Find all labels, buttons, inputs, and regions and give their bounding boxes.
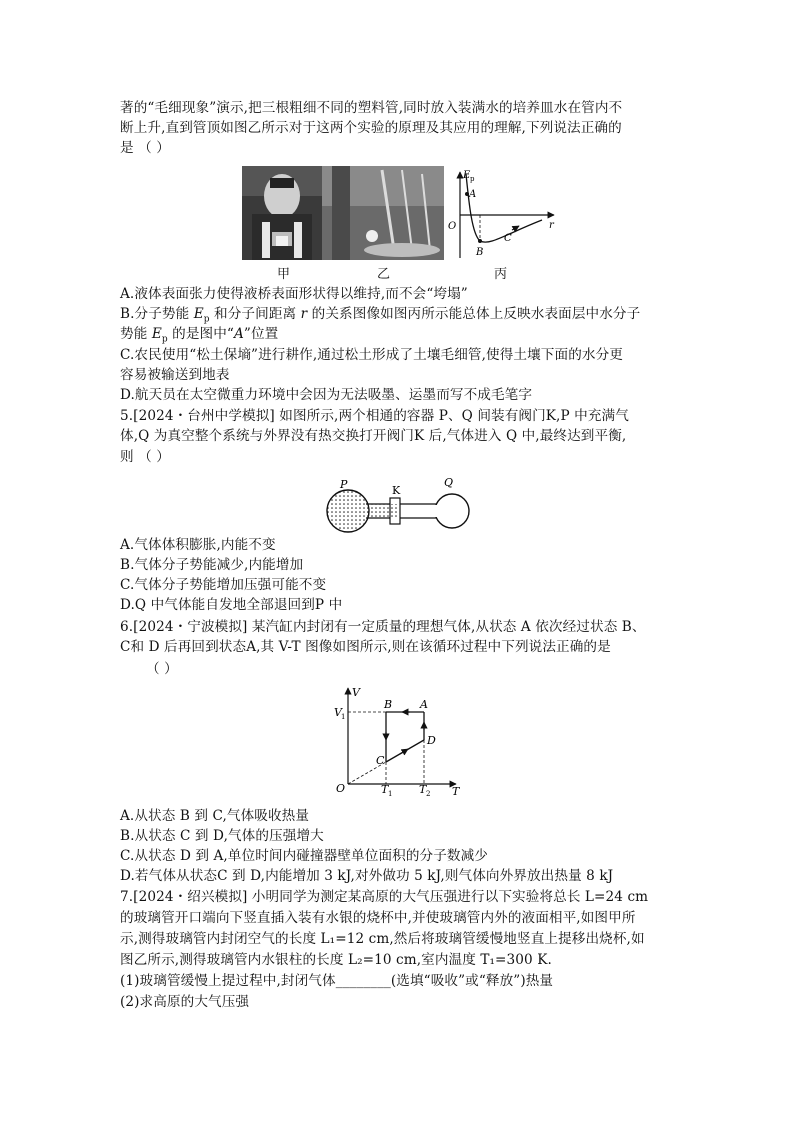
q6-option-c: C.从状态 D 到 A,单位时间内碰撞器壁单位面积的分子数减少 xyxy=(120,848,488,864)
label-o: O xyxy=(336,782,346,795)
q7-stem-line-2: 的玻璃管开口端向下竖直插入装有水银的烧杯中,并使玻璃管内外的液面相平,如图甲所 xyxy=(120,910,636,926)
label-p: P xyxy=(340,478,348,491)
label-k: K xyxy=(392,484,401,497)
q7-stem-line-4: 图乙所示,测得玻璃管内水银柱的长度 L₂=10 cm,室内温度 T₁=300 K. xyxy=(120,952,552,968)
q4-stem-line-1: 著的“毛细现象”演示,把三根粗细不同的塑料管,同时放入装满水的培养皿水在管内不 xyxy=(120,100,623,116)
q7-stem-line-1: 7.[2024・绍兴模拟] 小明同学为测定某高原的大气压强进行以下实验将总长 L=24 cm xyxy=(120,889,649,905)
label-v1: V xyxy=(334,706,342,719)
q4-option-a: A.液体表面张力使得液桥表面形状得以维持,而不会“垮塌” xyxy=(120,286,468,302)
q6-option-a: A.从状态 B 到 C,气体吸收热量 xyxy=(120,808,310,824)
graph-point-a: A xyxy=(469,189,477,200)
q5-stem-line-1: 5.[2024・台州中学模拟] 如图所示,两个相通的容器 P、Q 间装有阀门K,P 中充满气 xyxy=(120,408,629,424)
container-q xyxy=(435,494,469,528)
photo-yi xyxy=(322,166,444,260)
q4-option-b-line-2: 势能 $E_p$ 的是图中“A”位置 xyxy=(120,326,279,345)
ep-r-graph xyxy=(446,164,558,262)
label-t2: T xyxy=(419,783,427,796)
graph-label-ep-sub: p xyxy=(470,175,475,183)
q6-option-d: D.若气体从状态C 到 D,内能增加 3 kJ,对外做功 5 kJ,则气体向外界放出热量 8 kJ xyxy=(120,868,614,884)
q7-sub-question-2: (2)求高原的大气压强 xyxy=(120,994,250,1010)
point-a: A xyxy=(420,698,428,711)
graph-label-ep: E xyxy=(463,170,471,181)
label-t1-sub: 1 xyxy=(388,790,393,796)
q4-option-b-line-1: B.分子势能 $E_p$ 和分子间距离 r 的关系图像如图丙所示能总体上反映水表面层中水分子 xyxy=(120,306,641,325)
q5-option-b: B.气体分子势能减少,内能增加 xyxy=(120,557,304,573)
label-t2-sub: 2 xyxy=(426,790,431,796)
container-pq-figure xyxy=(322,474,472,536)
q4-stem-line-3: 是 （ ） xyxy=(120,140,170,156)
point-c: C xyxy=(376,754,385,767)
q5-stem-line-2: 体,Q 为真空整个系统与外界没有热交换打开阀门K 后,气体进入 Q 中,最终达到平衡, xyxy=(120,428,627,444)
label-q: Q xyxy=(444,476,454,489)
q6-stem-line-2: C和 D 后再回到状态A,其 V-T 图像如图所示,则在该循环过程中下列说法正确的是 xyxy=(120,639,611,655)
fig-label-bing: 丙 xyxy=(494,267,508,282)
container-p xyxy=(327,490,369,532)
q6-stem-line-1: 6.[2024・宁波模拟] 某汽缸内封闭有一定质量的理想气体,从状态 A 依次经过状态 B、 xyxy=(120,619,646,635)
q7-sub-question-1: (1)玻璃管缓慢上提过程中,封闭气体________(选填“吸收”或“释放”)热量 xyxy=(120,973,554,989)
q4-option-c-line-2: 容易被输送到地表 xyxy=(120,367,230,383)
graph-label-o: O xyxy=(448,221,457,232)
q7-stem-line-3: 示,测得玻璃管内封闭空气的长度 L₁=12 cm,然后将玻璃管缓慢地竖直上提移出烧杯,如 xyxy=(120,931,645,947)
label-v1-sub: 1 xyxy=(341,713,346,721)
graph-label-r: r xyxy=(549,220,554,231)
fig-label-jia: 甲 xyxy=(277,267,291,282)
q4-option-c-line-1: C.农民使用“松土保墒”进行耕作,通过松土形成了土壤毛细管,使得土壤下面的水分更 xyxy=(120,347,623,363)
q5-option-d: D.Q 中气体能自发地全部退回到P 中 xyxy=(120,597,343,613)
label-t1: T xyxy=(381,783,389,796)
q4-stem-line-2: 断上升,直到管顶如图乙所示对于这两个实验的原理及其应用的理解,下列说法正确的 xyxy=(120,120,622,136)
q5-stem-line-3: 则 （ ） xyxy=(120,449,170,465)
v-t-graph xyxy=(332,684,462,796)
label-t: T xyxy=(452,785,460,796)
q5-option-c: C.气体分子势能增加压强可能不变 xyxy=(120,577,327,593)
ep-curve xyxy=(466,174,542,242)
q6-stem-line-3: （ ） xyxy=(146,661,178,677)
label-v: V xyxy=(352,686,360,699)
point-b: B xyxy=(384,698,393,711)
fig-label-yi: 乙 xyxy=(377,267,391,282)
graph-point-b: B xyxy=(476,247,484,258)
q5-option-a: A.气体体积膨胀,内能不变 xyxy=(120,537,276,553)
point-d: D xyxy=(427,734,436,747)
photo-jia xyxy=(242,166,322,260)
q4-option-d: D.航天员在太空微重力环境中会因为无法吸墨、运墨而写不成毛笔字 xyxy=(120,387,533,403)
q6-option-b: B.从状态 C 到 D,气体的压强增大 xyxy=(120,828,324,844)
graph-point-c: C xyxy=(504,233,512,244)
